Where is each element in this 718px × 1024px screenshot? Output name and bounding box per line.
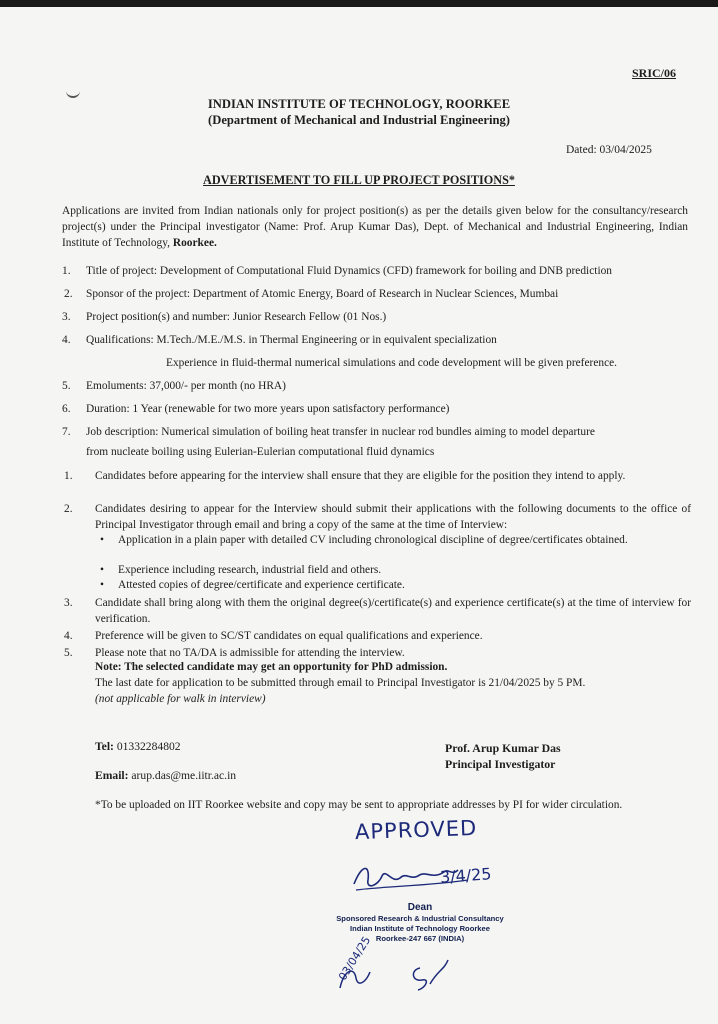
detail-item: Qualifications: M.Tech./M.E./M.S. in Thermal Engineering or in equivalent specialization	[86, 334, 497, 346]
instruction-number: 1.	[64, 470, 73, 482]
signatory-role: Principal Investigator	[445, 757, 556, 771]
signatory-name: Prof. Arup Kumar Das	[445, 741, 561, 755]
detail-item-continuation: Experience in fluid-thermal numerical simulations and code development will be given preference.	[166, 357, 618, 369]
phd-note: Note: The selected candidate may get an opportunity for PhD admission.	[95, 661, 448, 673]
instruction-item: Candidate shall bring along with them the original degree(s)/certificate(s) and experience certificate(s) at the time of interview for verification.	[95, 597, 691, 625]
stamp-office-line2: Indian Institute of Technology Roorkee	[350, 924, 490, 933]
email	[95, 769, 236, 782]
detail-number: 1.	[62, 265, 71, 277]
tel-label: Tel:	[95, 740, 114, 753]
detail-number: 5.	[62, 380, 71, 392]
initials-date: 03/04/25	[336, 934, 374, 983]
last-date-text: The last date for application to be submitted through email to Principal Investigator is 21/04/2025 by 5 PM.	[95, 677, 586, 689]
bullet-dot: •	[100, 534, 104, 546]
document-item: Experience including research, industrial field and others.	[118, 564, 382, 576]
bullet-dot: •	[100, 579, 104, 591]
tel-number: 01332284802	[116, 740, 181, 753]
instruction-number: 4.	[64, 630, 73, 642]
advertisement-title: ADVERTISEMENT TO FILL UP PROJECT POSITIONS*	[203, 173, 515, 187]
email-label: Email:	[95, 769, 129, 782]
instruction-number: 3.	[64, 597, 73, 609]
instruction-number: 2.	[64, 503, 73, 515]
dean-signature-icon	[348, 850, 518, 900]
sign-date: 3/4/25	[439, 864, 493, 887]
instruction-number: 5.	[64, 647, 73, 659]
footnote: *To be uploaded on IIT Roorkee website and copy may be sent to appropriate addresses by PI for wider circulation.	[95, 799, 623, 811]
detail-number: 2.	[64, 288, 73, 300]
approved-handwriting: APPROVED	[354, 815, 478, 845]
detail-item-line2: from nucleate boiling using Eulerian-Eulerian computational fluid dynamics	[86, 446, 435, 458]
stamp-dean: Dean	[407, 902, 433, 913]
detail-number: 4.	[62, 334, 71, 346]
document-item: Application in a plain paper with detailed CV including chronological discipline of degree/certificates obtained.	[118, 534, 628, 546]
top-edge	[0, 0, 718, 7]
stamp-office-line1: Sponsored Research & Industrial Consultancy	[336, 914, 504, 923]
stamp-office-line3: Roorkee-247 667 (INDIA)	[375, 934, 465, 943]
detail-number: 6.	[62, 403, 71, 415]
detail-item: Project position(s) and number: Junior Research Fellow (01 Nos.)	[86, 311, 387, 323]
instruction-item: Preference will be given to SC/ST candidates on equal qualifications and experience.	[95, 630, 483, 642]
email-address[interactable]: arup.das@me.iitr.ac.in	[131, 769, 237, 782]
detail-item: Duration: 1 Year (renewable for two more years upon satisfactory performance)	[86, 403, 450, 415]
detail-number: 3.	[62, 311, 71, 323]
bullet-dot: •	[100, 564, 104, 576]
instruction-item: Candidates desiring to appear for the Interview should submit their applications with the following documents to the office of Principal Investigator through email and bring a copy of the same at the time of Interview:	[95, 503, 691, 531]
instruction-item: Candidates before appearing for the interview shall ensure that they are eligible for the position they intend to apply.	[95, 470, 626, 482]
signatory-block	[445, 740, 561, 772]
detail-item-line1: Job description: Numerical simulation of boiling heat transfer in nuclear rod bundles aiming to model departure	[86, 426, 595, 438]
intro-bold: Roorkee.	[172, 237, 217, 249]
instruction-item: Please note that no TA/DA is admissible for attending the interview.	[95, 647, 405, 659]
stamp-office	[330, 914, 510, 944]
telephone	[95, 740, 181, 753]
detail-item: Sponsor of the project: Department of Atomic Energy, Board of Research in Nuclear Sciences, Mumbai	[86, 288, 559, 300]
document-date: Dated: 03/04/2025	[566, 144, 652, 156]
institute-name: INDIAN INSTITUTE OF TECHNOLOGY, ROORKEE	[207, 97, 511, 111]
detail-item: Emoluments: 37,000/- per month (no HRA)	[86, 380, 286, 392]
reference-code: SRIC/06	[632, 66, 677, 80]
detail-item: Title of project: Development of Computational Fluid Dynamics (CFD) framework for boiling and DNB prediction	[86, 265, 612, 277]
intro-paragraph	[62, 203, 688, 251]
document-item: Attested copies of degree/certificate and experience certificate.	[118, 579, 405, 591]
intro-text: Applications are invited from Indian nationals only for project position(s) as per the details given below for the consultancy/research project(s) under the Principal investigator (Name: Prof. Arup Kumar Das), Dept. of Mechanical and Industrial Engineering, Indian Institute of Technology,	[62, 205, 688, 249]
last-date-note: (not applicable for walk in interview)	[95, 693, 266, 705]
detail-number: 7.	[62, 426, 71, 438]
department-name: (Department of Mechanical and Industrial Engineering)	[208, 113, 510, 127]
